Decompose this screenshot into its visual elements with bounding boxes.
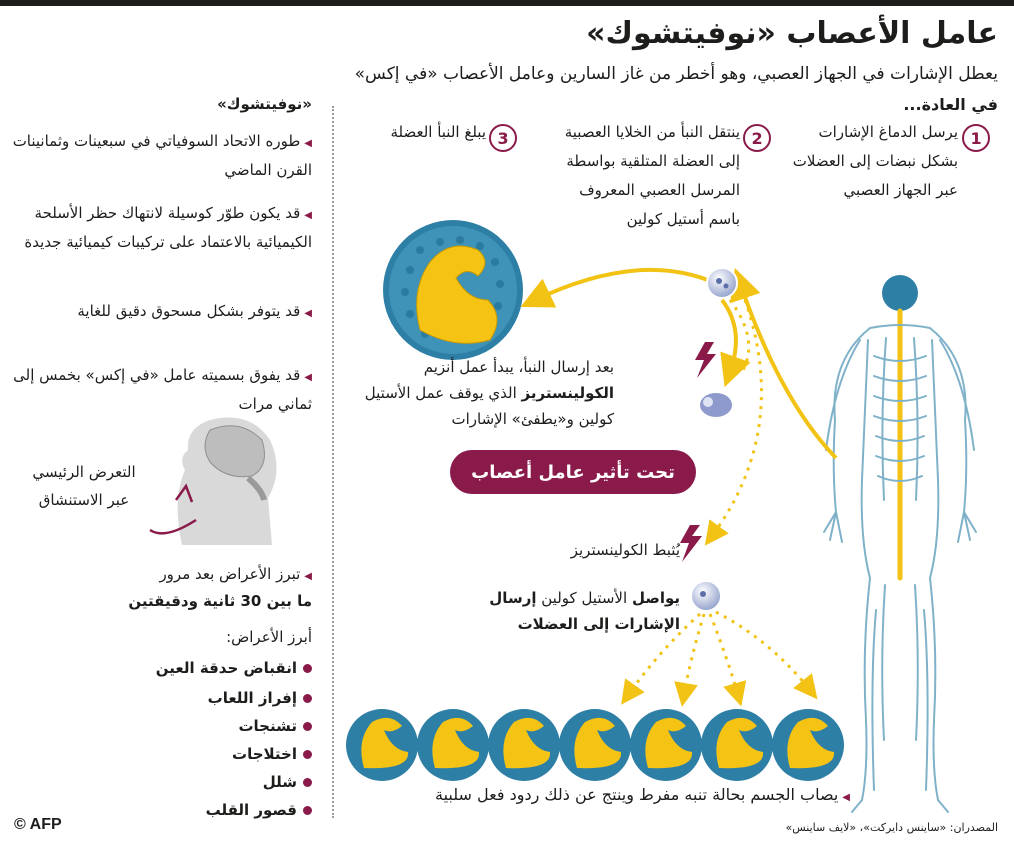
symptoms-time: ◀تبرز الأعراض بعد مرور ما بين 30 ثانية ودقيقتين [128, 565, 312, 610]
continue-text: يواصل الأستيل كولين إرسال الإشارات إلى العضلات [489, 589, 680, 633]
muscle-icon [488, 709, 560, 781]
afp-logo: © AFP [14, 816, 62, 833]
muscle-icon [630, 709, 702, 781]
lightning-icon [695, 342, 716, 378]
muscle-icon [772, 709, 844, 781]
bullet-dot-icon [303, 694, 312, 703]
fact-item: ◀قد يفوق بسميته عامل «في إكس» بخمس إلى ثماني مرات [13, 366, 312, 413]
symptom-item: شلل [12, 770, 312, 794]
triangle-bullet-icon: ◀ [304, 372, 312, 383]
muscle-icon [383, 220, 523, 360]
muscle-icon [559, 709, 631, 781]
symptom-item: إفراز اللعاب [12, 686, 312, 710]
triangle-bullet-icon: ◀ [304, 571, 312, 582]
symptom-item: انقباض حدقة العين [12, 656, 312, 680]
symptom-item: اختلاجات [12, 742, 312, 766]
column-divider [332, 106, 334, 818]
triangle-bullet-icon: ◀ [304, 210, 312, 221]
muscle-icon [346, 709, 418, 781]
fact-item: ◀قد يكون طوّر كوسيلة لانتهاك حظر الأسلحة الكيميائية بالاعتماد على تركيبات كيميائية جديدة [24, 204, 312, 251]
result-text: ◀يصاب الجسم بحالة تنبه مفرط وينتج عن ذلك ردود فعل سلبية [435, 785, 850, 804]
bullet-dot-icon [303, 750, 312, 759]
enzyme-name: الكولينستريز [521, 384, 614, 402]
brain-icon [882, 275, 918, 311]
muscle-row [346, 709, 844, 781]
muscle-icon [417, 709, 489, 781]
novichok-heading: «نوفيتشوك» [217, 95, 312, 113]
muscle-icon [701, 709, 773, 781]
symptom-item: قصور القلب [12, 798, 312, 822]
triangle-bullet-icon: ◀ [842, 792, 850, 803]
synapse-icon [707, 268, 737, 298]
symptoms-heading: أبرز الأعراض: [226, 628, 312, 646]
inhibited-label: يُثبط الكولينستريز [570, 541, 680, 559]
fact-item: ◀قد يتوفر بشكل مسحوق دقيق للغاية [77, 302, 312, 320]
signal-arrow-brain [740, 283, 836, 458]
step-badge-2: 2 [743, 124, 771, 152]
page-title: عامل الأعصاب «نوفيتشوك» [586, 16, 998, 51]
symptom-item: تشنجات [12, 714, 312, 738]
nervous-system-icon [824, 275, 976, 812]
bullet-dot-icon [303, 722, 312, 731]
step-text-3: يبلغ النبأ العضلة [390, 123, 486, 141]
step-badge-3: 3 [489, 124, 517, 152]
enzyme-arrow [722, 300, 736, 372]
synapse-lower-icon [691, 581, 721, 611]
triangle-bullet-icon: ◀ [304, 138, 312, 149]
after-signal-text: بعد إرسال النبأ، يبدأ عمل أنزيم الكولينستريز الذي يوقف عمل الأستيل كولين و«يطفئ» الإشارات [364, 358, 614, 428]
bullet-dot-icon [303, 778, 312, 787]
head-profile-icon [150, 418, 277, 546]
fact-item: ◀طوره الاتحاد السوفياتي في سبعينات وثمانينات القرن الماضي [12, 132, 312, 179]
page-subtitle: يعطل الإشارات في الجهاز العصبي، وهو أخطر من غاز السارين وعامل الأعصاب «في إكس» [354, 64, 998, 84]
normally-label: في العادة... [903, 95, 998, 114]
under-agent-label: تحت تأثير عامل أعصاب [450, 450, 696, 494]
lightning-lower-icon [680, 525, 702, 562]
step-text-1: يرسل الدماغ الإشارات بشكل نبضات إلى العضلات عبر الجهاز العصبي [792, 123, 958, 199]
sources-note: المصدران: «ساينس دايركت»، «لايف ساينس» [785, 821, 998, 834]
step-text-2: ينتقل النبأ من الخلايا العصبية إلى العضلة المتلقية بواسطة المرسل العصبي المعروف باسم أستيل كولين [564, 123, 740, 228]
bullet-dot-icon [303, 806, 312, 815]
inhalation-label: التعرض الرئيسي عبر الاستنشاق [32, 463, 136, 509]
bullet-dot-icon [303, 664, 312, 673]
triangle-bullet-icon: ◀ [304, 308, 312, 319]
step-badge-1: 1 [962, 124, 990, 152]
signal-arrow-muscle [535, 270, 715, 300]
